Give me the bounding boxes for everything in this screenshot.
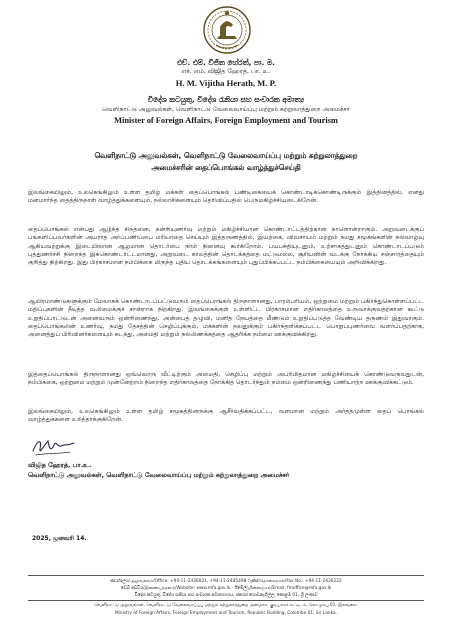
footer-address-sinhala: විදේශ කටයුතු, විදේශ රැකියා සහ සංචාරක අමාත්‍යාංශය, ජනරජ ගොඩනැගිල්ල, කොළඹ 01, ශ්‍රී ලංකාව — [134, 593, 318, 598]
footer-address-tamil: வெளிநாட்டு அலுவல்கள், வெளிநாட்டு வேலைவாய்ப்பு மற்றும் சுற்றுலாத்துறை அமைச்சு, குடியரசுக் கட்டிடம், கொழும்பு 01, இலங்கை. — [94, 603, 358, 608]
message-paragraph: இத்தைப்பொங்கல் திருநாளானது ஒவ்வொரு வீட்டிற்கும் அமைதி, செழிப்பு மற்றும் அபரிமிதமான மகிழ்ச்சியைக் கொண்டுவருவதுடன், நம்பிக்கை, ஒற்றுமை மற்றும் முன்னேற்றம் நிறைந்த எதிர்காலத்தை நோக்கித் தொடர்ந்தும் நம்மை ஒன்றிணைந்து பணியாற்ற ஊக்குவிக்கட்டும். — [28, 371, 424, 387]
footer-contact-web: වෙබ් අඩවිය/இணையத்தளம்/Website: www.mfa.gov.lk - ඊමේල්/மின்னஞ்சல்/Email: fmoffice@mfa.gov.lk — [120, 586, 332, 591]
minister-name-english: H. M. Vijitha Herath, M. P. — [175, 78, 277, 88]
signatory-name: விஜித ஹேரத், பா.உ. — [28, 461, 92, 469]
minister-name-sinhala: එච්. එම්. විජිත හේරත්, පා. ම. — [177, 58, 275, 67]
minister-name-tamil: எச். எம். விஜித ஹேரத், பா. உ. — [181, 68, 271, 75]
handwritten-signature — [30, 434, 78, 460]
message-paragraph: இலங்கையிலும், உலகெங்கிலும் உள்ள தமிழ் மக்கள் தைப்பொங்கல் பண்டிகையைக் கொண்டாடிக்கொண்டிருக்கும் இத்தினத்தில், எனது மனமார்ந்த தைத்திருநாள் வாழ்த்துக்களையும், நல்லாசிகளையும் தெரிவிப்பதில் பெருமகிழ்ச்சியடைகிறேன். — [28, 189, 424, 205]
footer-address-english: Ministry of Foreign Affairs, Foreign Employment and Tourism, Republic Building, Colombo 01, Sri Lanka. — [114, 611, 337, 616]
footer-contact-phone: කාර්යාලය/அலுவலகம்/Office: +94-11-2430021, +94-11-2445498 ෆැක්ස්/தொலைநகல்/Fax No.: +94-11-2430222 — [110, 579, 342, 584]
footer-divider-bottom — [28, 600, 424, 601]
letter-date: 2025, ஜனவரி 14. — [32, 535, 87, 542]
message-paragraph: ஆயிரமாண்டுகளுக்கும் மேலாகக் கொண்டாடப்பட்டுவரும் தைப்பொங்கல் திருநாளானது, பாரம்பரியம், ஒற்றுமை மற்றும் பகிர்ந்துகொள்ளப்பட்ட மதிப்புகளின் நீடித்த வலிமைக்குச் சான்றாக நிற்கிறது. இலங்கைக்குள் உள்ளிட்ட பிரகாசமான எதிர்காலத்தை உருவாக்குவதற்கான கூட்டு உறுதிப்பாட்டுடன் அனைவரும் ஒன்றிணைந்து, அன்பைத் தழுவி, மனித நேயத்தை மீண்டும் உறுதிப்படுத்த வேண்டிய தருணம் இதுவாகும். தைப்பொங்கலின் உணர்வு, நமது தேசத்தின் செழிப்புக்கும், மக்களின் நலனுக்கும் பகிர்ந்தளிக்கப்பட்ட பொறுப்புணர்வை வளர்ப்பதற்காக, அனைத்துப் பிரிவினர்களையும் கடந்து, அமைதி மற்றும் நல்லிணக்கத்தை ஆதரிக்க நம்மை ஊக்குவிக்கிறது. — [28, 298, 424, 339]
footer-divider-top — [28, 575, 424, 576]
message-title-line-1: வெளிநாட்டு அலுவல்கள், வெளிநாட்டு வேலைவாய்ப்பு மற்றும் சுற்றுலாத்துறை — [94, 151, 358, 160]
minister-title-english: Minister of Foreign Affairs, Foreign Employment and Tourism — [114, 116, 338, 125]
national-emblem-icon — [202, 5, 252, 55]
message-title-line-2: அமைச்சரின் தைப்பொங்கல் வாழ்த்துச்செய்தி — [151, 163, 301, 172]
minister-title-sinhala: විදේශ කටයුතු, විදේශ රැකියා සහ සංචාරක අමාත්‍ය — [147, 95, 305, 104]
minister-title-tamil: வெளிநாட்டு அலுவல்கள், வெளிநாட்டு வேலைவாய்ப்பு மற்றும் சுற்றுலாத்துறை அமைச்சர் — [102, 106, 350, 113]
message-paragraph: இலங்கையிலும், உலகெங்கிலும் உள்ள தமிழ் சமூகத்தினருக்கு ஆசீர்வதிக்கப்பட்ட, வளமான மற்றும் அர்த்தமுள்ள தைப் பொங்கல் வாழ்த்துக்களை உரித்தாக்குகிறேன். — [28, 408, 424, 424]
message-paragraph: தைப்பொங்கல் என்பது ஆழ்ந்த சிந்தனை, நன்றியுணர்வு மற்றும் மகிழ்ச்சியான கொண்டாட்டத்திற்கான நாளொன்றாகும். அறுவடைக்குப் பங்களிப்பவர்களின் அயராத அர்ப்பணிப்பை மரியாதை செய்யும் இத்தருணத்தில், இயற்கை, விவசாயம் மற்றும் நமது சமூகங்களின் நல்வாழ்வு ஆகியவற்றுக்கு இடையிலான ஆழமான தொடர்பை நாம் நினைவு கூர்கிறோம். பயபக்தியுடனும், உற்சாகத்துடனும் கொண்டாடப்படும் புத்துணர்ச்சி நிறைந்த இக்கொண்டாட்டமானது, அறுவடை காலத்தின் தொடக்கத்தை மட்டுமல்ல, சூரியனின் வடக்கு நோக்கிய சஞ்சாரத்தையும் குறித்து நிற்கிறது. இது பிரகாசமான நம்பிக்கை மிகுந்த புதிய தொடக்கங்களையும் புதுப்பிக்கப்பட்ட நம்பிக்கையையும் அறிவிக்கிறது. — [28, 226, 424, 267]
signatory-title: வெளிநாட்டு அலுவல்கள், வெளிநாட்டு வேலைவாய்ப்பு மற்றும் சுற்றுலாத்துறை அமைச்சர் — [28, 471, 290, 479]
